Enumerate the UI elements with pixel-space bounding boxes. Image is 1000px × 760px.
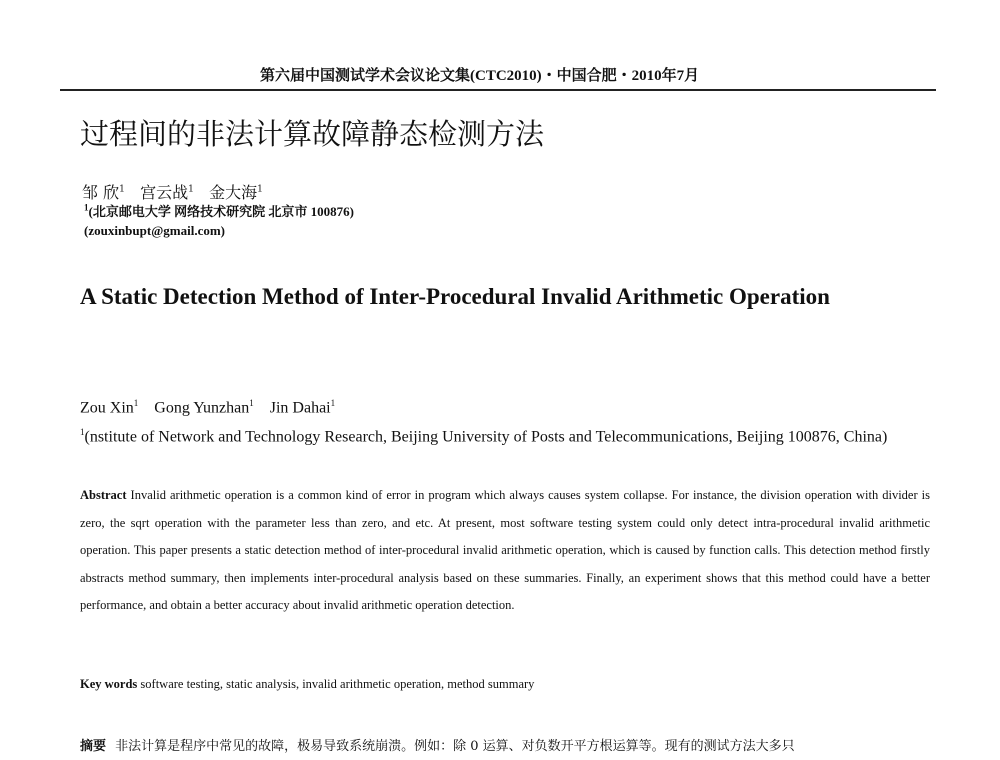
abstract bbox=[80, 482, 930, 620]
author: Gong Yunzhan bbox=[154, 399, 250, 417]
affil-mark: 1 bbox=[257, 184, 263, 195]
affiliation-text: (nstitute of Network and Technology Research, Beijing University of Posts and Telecommunications, Beijing 100876, China) bbox=[84, 428, 888, 446]
affil-mark: 1 bbox=[84, 202, 89, 213]
header-rule bbox=[60, 89, 936, 91]
english-affiliation bbox=[80, 420, 932, 449]
affil-mark: 1 bbox=[188, 184, 194, 195]
author: Zou Xin bbox=[80, 399, 134, 417]
keywords-text: software testing, static analysis, invalid arithmetic operation, method summary bbox=[140, 677, 535, 691]
chinese-title: 过程间的非法计算故障静态检测方法 bbox=[80, 117, 545, 151]
keywords-label: Key words bbox=[80, 677, 138, 691]
affil-mark: 1 bbox=[133, 398, 139, 408]
english-authors bbox=[80, 398, 335, 417]
cn-abstract-text: 非法计算是程序中常见的故障，极易导致系统崩溃。例如：除 0 运算、对负数开平方根运算等。现有的测试方法大多只 bbox=[115, 739, 795, 754]
running-header: 第六届中国测试学术会议论文集(CTC2010)・中国合肥・2010年7月 bbox=[260, 68, 700, 84]
affil-mark: 1 bbox=[249, 398, 254, 408]
abstract-text: Invalid arithmetic operation is a common kind of error in program which always causes system collapse. For instance, the division operation with divider is zero, the sqrt operation with the parameter less than zero, and etc. At present, most software testing system could only detect intra-procedural invalid arithmetic operation. This paper presents a static detection method of inter-procedural invalid arithmetic operation, which is caused by function calls. This detection method firstly abstracts method summary, then implements inter-procedural analysis based on these summaries. Finally, an experiment shows that this method could have a better performance, and obtain a better accuracy about invalid arithmetic operation detection. bbox=[80, 488, 930, 612]
author: 金大海 bbox=[209, 183, 258, 202]
email: (zouxinbupt@gmail.com) bbox=[84, 223, 226, 238]
english-title: A Static Detection Method of Inter-Procedural Invalid Arithmetic Operation bbox=[80, 284, 830, 309]
affiliation-text: (北京邮电大学 网络技术研究院 北京市 100876) bbox=[88, 204, 354, 219]
chinese-affiliation bbox=[84, 201, 354, 220]
chinese-abstract bbox=[80, 735, 795, 754]
cn-abstract-label: 摘要 bbox=[80, 739, 107, 754]
author: Jin Dahai bbox=[269, 399, 331, 417]
abstract-label: Abstract bbox=[80, 488, 127, 502]
affil-mark: 1 bbox=[330, 398, 336, 408]
keywords bbox=[80, 677, 534, 692]
affil-mark: 1 bbox=[80, 427, 85, 437]
affil-mark: 1 bbox=[119, 184, 125, 195]
chinese-authors bbox=[82, 180, 263, 203]
author: 邹 欣 bbox=[82, 183, 120, 202]
author: 宫云战 bbox=[140, 183, 189, 202]
